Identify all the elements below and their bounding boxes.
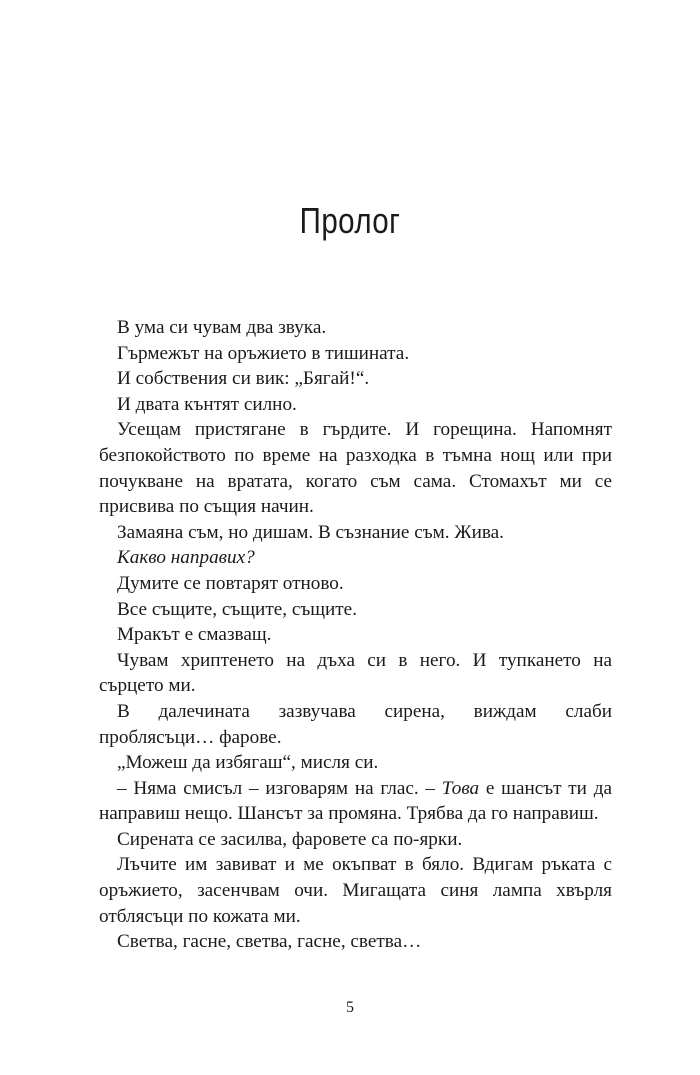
chapter-body: [99, 315, 612, 955]
chapter-title: Пролог: [299, 200, 401, 241]
dialogue-part-1: – Няма смисъл – изговарям на глас. –: [117, 777, 442, 799]
paragraph: Думите се повтарят отново.: [117, 572, 344, 594]
paragraph: И двата кънтят силно.: [117, 393, 297, 415]
page-number: 5: [346, 999, 354, 1016]
emphasis-word: Това: [441, 777, 480, 799]
paragraph: В ума си чувам два звука.: [117, 317, 327, 338]
paragraph-italic: Какво направих?: [117, 547, 255, 569]
paragraph: Замаяна съм, но дишам. В съзнание съм. Жива.: [117, 521, 504, 543]
paragraph: Мракът е смазващ.: [117, 624, 272, 646]
paragraph: Сирената се засилва, фаровете са по-ярки.: [117, 828, 463, 850]
paragraph: Гърмежът на оръжието в тишината.: [117, 342, 410, 364]
paragraph: Светва, гасне, светва, гасне, светва…: [117, 931, 422, 953]
paragraph: В далечината зазвучава сирена, виждам слаби проблясъци… фарове.: [99, 700, 612, 748]
dialogue-paragraph: [99, 776, 612, 827]
paragraph: Усещам пристягане в гърдите. И горещина. Напомнят безпокойството по време на разходка в тъмна нощ или при почукване на вратата, когато съм сама. Стомахът ми се присвива по същия начин.: [99, 419, 612, 518]
paragraph: Чувам хриптенето на дъха си в него. И тупкането на сърцето ми.: [99, 649, 612, 697]
paragraph: И собствения си вик: „Бягай!“.: [117, 368, 370, 390]
dialogue-part-2: е шансът ти да направиш нещо. Шансът за промяна. Трябва да го направиш.: [99, 777, 612, 825]
paragraph: Все същите, същите, същите.: [117, 598, 357, 620]
paragraph: „Можеш да избягаш“, мисля си.: [117, 752, 379, 774]
paragraph: Лъчите им завиват и ме окъпват в бяло. Вдигам ръката с оръжието, засенчвам очи. Мигащата синя лампа хвърля отблясъци по кожата ми.: [99, 854, 612, 927]
